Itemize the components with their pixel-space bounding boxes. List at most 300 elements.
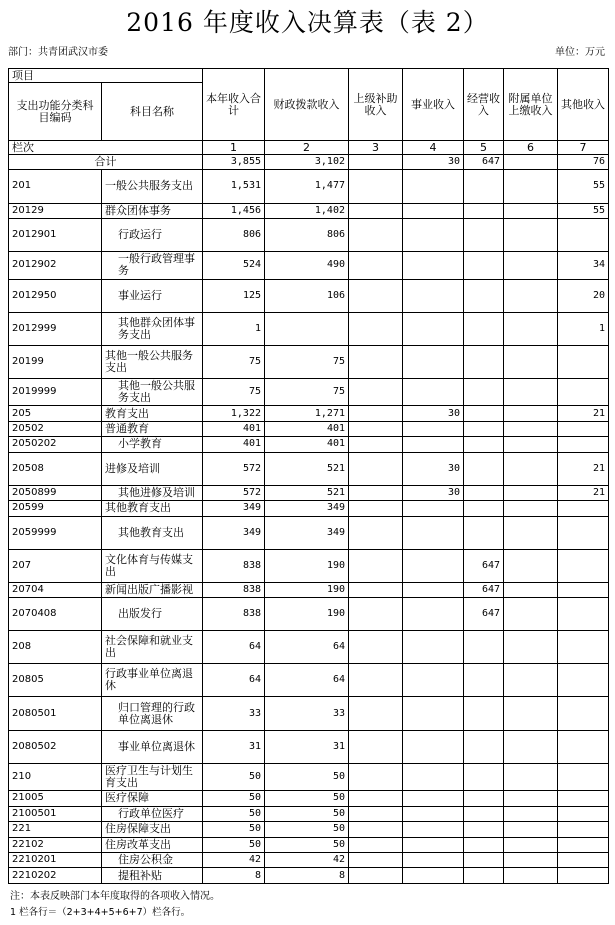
total-cell: 75 xyxy=(203,378,265,406)
table-row xyxy=(9,852,609,867)
fiscal-cell: 50 xyxy=(265,822,349,837)
fiscal-cell: 190 xyxy=(265,582,349,597)
column-number: 7 xyxy=(558,141,609,155)
table-row xyxy=(9,549,609,582)
fiscal-cell: 349 xyxy=(265,516,349,549)
total-cell: 838 xyxy=(203,598,265,631)
total-cell: 8 xyxy=(203,868,265,884)
operating-cell xyxy=(464,631,504,664)
superior-cell xyxy=(349,697,403,730)
fiscal-cell: 521 xyxy=(265,485,349,500)
fiscal-cell: 50 xyxy=(265,763,349,791)
name-cell: 其他进修及培训 xyxy=(102,485,203,500)
other-cell xyxy=(558,837,609,852)
operating-cell xyxy=(464,664,504,697)
business-cell xyxy=(403,763,464,791)
header-fiscal: 财政拨款收入 xyxy=(265,69,349,141)
other-cell xyxy=(558,730,609,763)
name-cell: 新闻出版广播影视 xyxy=(102,582,203,597)
name-cell: 其他一般公共服务支出 xyxy=(102,345,203,378)
affiliated-cell xyxy=(504,763,558,791)
code-cell: 2012950 xyxy=(9,279,102,312)
code-cell: 20805 xyxy=(9,664,102,697)
other-cell xyxy=(558,664,609,697)
superior-cell xyxy=(349,806,403,821)
table-row xyxy=(9,822,609,837)
affiliated-cell xyxy=(504,837,558,852)
total-cell: 50 xyxy=(203,806,265,821)
column-number: 1 xyxy=(203,141,265,155)
superior-cell xyxy=(349,437,403,452)
table-row xyxy=(9,631,609,664)
superior-cell xyxy=(349,868,403,884)
header-superior: 上级补助收入 xyxy=(349,69,403,141)
other-cell xyxy=(558,516,609,549)
name-cell: 群众团体事务 xyxy=(102,203,203,218)
total-cell: 806 xyxy=(203,218,265,251)
table-row xyxy=(9,664,609,697)
table-row xyxy=(9,252,609,280)
operating-cell xyxy=(464,378,504,406)
fiscal-cell: 806 xyxy=(265,218,349,251)
total-cell: 1,531 xyxy=(203,170,265,203)
fiscal-cell: 3,102 xyxy=(265,155,349,170)
fiscal-cell xyxy=(265,312,349,345)
business-cell xyxy=(403,598,464,631)
operating-cell: 647 xyxy=(464,582,504,597)
name-cell: 教育支出 xyxy=(102,406,203,421)
affiliated-cell xyxy=(504,852,558,867)
table-row xyxy=(9,345,609,378)
business-cell: 30 xyxy=(403,155,464,170)
name-cell: 其他教育支出 xyxy=(102,516,203,549)
business-cell xyxy=(403,516,464,549)
business-cell xyxy=(403,730,464,763)
affiliated-cell xyxy=(504,452,558,485)
affiliated-cell xyxy=(504,598,558,631)
total-cell: 50 xyxy=(203,837,265,852)
operating-cell xyxy=(464,837,504,852)
code-cell: 2080501 xyxy=(9,697,102,730)
affiliated-cell xyxy=(504,549,558,582)
table-row xyxy=(9,378,609,406)
operating-cell xyxy=(464,312,504,345)
operating-cell xyxy=(464,279,504,312)
other-cell xyxy=(558,582,609,597)
operating-cell xyxy=(464,501,504,516)
business-cell xyxy=(403,170,464,203)
code-cell: 2012902 xyxy=(9,252,102,280)
superior-cell xyxy=(349,631,403,664)
business-cell xyxy=(403,791,464,806)
department-label: 部门：共青团武汉市委 xyxy=(8,47,108,58)
column-number: 3 xyxy=(349,141,403,155)
superior-cell xyxy=(349,664,403,697)
total-cell: 31 xyxy=(203,730,265,763)
name-cell: 行政运行 xyxy=(102,218,203,251)
affiliated-cell xyxy=(504,312,558,345)
fiscal-cell: 42 xyxy=(265,852,349,867)
operating-cell xyxy=(464,763,504,791)
table-row xyxy=(9,485,609,500)
business-cell xyxy=(403,868,464,884)
operating-cell xyxy=(464,252,504,280)
superior-cell xyxy=(349,279,403,312)
report-title: 2016 年度收入决算表（表 2） xyxy=(126,8,489,37)
header-business: 事业收入 xyxy=(403,69,464,141)
header-item: 项目 xyxy=(9,69,203,83)
superior-cell xyxy=(349,170,403,203)
other-cell xyxy=(558,697,609,730)
column-number: 4 xyxy=(403,141,464,155)
code-cell: 22102 xyxy=(9,837,102,852)
fiscal-cell: 401 xyxy=(265,437,349,452)
business-cell xyxy=(403,837,464,852)
other-cell xyxy=(558,631,609,664)
name-cell: 行政单位医疗 xyxy=(102,806,203,821)
name-cell: 住房改革支出 xyxy=(102,837,203,852)
name-cell: 小学教育 xyxy=(102,437,203,452)
operating-cell xyxy=(464,806,504,821)
affiliated-cell xyxy=(504,170,558,203)
table-row xyxy=(9,598,609,631)
operating-cell xyxy=(464,406,504,421)
name-cell: 一般公共服务支出 xyxy=(102,170,203,203)
fiscal-cell: 50 xyxy=(265,837,349,852)
code-cell: 20599 xyxy=(9,501,102,516)
total-cell: 349 xyxy=(203,516,265,549)
header-affiliated: 附属单位上缴收入 xyxy=(504,69,558,141)
code-cell: 20129 xyxy=(9,203,102,218)
total-cell: 349 xyxy=(203,501,265,516)
table-row xyxy=(9,763,609,791)
total-cell: 401 xyxy=(203,437,265,452)
affiliated-cell xyxy=(504,279,558,312)
other-cell xyxy=(558,501,609,516)
other-cell xyxy=(558,763,609,791)
operating-cell xyxy=(464,868,504,884)
total-cell: 1,322 xyxy=(203,406,265,421)
table-row xyxy=(9,582,609,597)
affiliated-cell xyxy=(504,516,558,549)
business-cell xyxy=(403,279,464,312)
affiliated-cell xyxy=(504,730,558,763)
name-cell: 一般行政管理事务 xyxy=(102,252,203,280)
affiliated-cell xyxy=(504,631,558,664)
superior-cell xyxy=(349,485,403,500)
fiscal-cell: 50 xyxy=(265,791,349,806)
total-cell: 50 xyxy=(203,822,265,837)
total-cell: 572 xyxy=(203,452,265,485)
table-row xyxy=(9,501,609,516)
operating-cell xyxy=(464,421,504,436)
fiscal-cell: 1,271 xyxy=(265,406,349,421)
header-total: 本年收入合计 xyxy=(203,69,265,141)
total-cell: 401 xyxy=(203,421,265,436)
total-cell: 3,855 xyxy=(203,155,265,170)
table-row xyxy=(9,279,609,312)
name-cell: 提租补贴 xyxy=(102,868,203,884)
fiscal-cell: 31 xyxy=(265,730,349,763)
table-header xyxy=(9,69,609,155)
affiliated-cell xyxy=(504,868,558,884)
name-cell: 其他教育支出 xyxy=(102,501,203,516)
fiscal-cell: 1,477 xyxy=(265,170,349,203)
business-cell xyxy=(403,378,464,406)
code-cell: 207 xyxy=(9,549,102,582)
code-cell: 2050202 xyxy=(9,437,102,452)
operating-cell xyxy=(464,791,504,806)
header-other: 其他收入 xyxy=(558,69,609,141)
name-cell: 行政事业单位离退休 xyxy=(102,664,203,697)
header-operating: 经营收入 xyxy=(464,69,504,141)
other-cell xyxy=(558,421,609,436)
superior-cell xyxy=(349,378,403,406)
table-row xyxy=(9,170,609,203)
superior-cell xyxy=(349,452,403,485)
code-cell: 208 xyxy=(9,631,102,664)
business-cell xyxy=(403,822,464,837)
affiliated-cell xyxy=(504,664,558,697)
business-cell: 30 xyxy=(403,406,464,421)
superior-cell xyxy=(349,852,403,867)
superior-cell xyxy=(349,791,403,806)
superior-cell xyxy=(349,203,403,218)
fiscal-cell: 64 xyxy=(265,631,349,664)
name-cell: 进修及培训 xyxy=(102,452,203,485)
code-cell: 221 xyxy=(9,822,102,837)
operating-cell xyxy=(464,437,504,452)
total-cell: 50 xyxy=(203,791,265,806)
affiliated-cell xyxy=(504,485,558,500)
table-row xyxy=(9,218,609,251)
name-cell: 其他群众团体事务支出 xyxy=(102,312,203,345)
superior-cell xyxy=(349,252,403,280)
name-cell: 出版发行 xyxy=(102,598,203,631)
table-row xyxy=(9,452,609,485)
superior-cell xyxy=(349,501,403,516)
code-cell: 20199 xyxy=(9,345,102,378)
other-cell xyxy=(558,822,609,837)
affiliated-cell xyxy=(504,155,558,170)
other-cell xyxy=(558,598,609,631)
fiscal-cell: 75 xyxy=(265,345,349,378)
other-cell: 34 xyxy=(558,252,609,280)
superior-cell xyxy=(349,837,403,852)
affiliated-cell xyxy=(504,791,558,806)
code-cell: 2050899 xyxy=(9,485,102,500)
total-cell: 125 xyxy=(203,279,265,312)
total-cell: 50 xyxy=(203,763,265,791)
superior-cell xyxy=(349,155,403,170)
code-cell: 21005 xyxy=(9,791,102,806)
code-cell: 2012999 xyxy=(9,312,102,345)
affiliated-cell xyxy=(504,218,558,251)
name-cell: 医疗卫生与计划生育支出 xyxy=(102,763,203,791)
affiliated-cell xyxy=(504,582,558,597)
operating-cell xyxy=(464,345,504,378)
business-cell xyxy=(403,218,464,251)
superior-cell xyxy=(349,218,403,251)
other-cell: 21 xyxy=(558,406,609,421)
affiliated-cell xyxy=(504,421,558,436)
operating-cell: 647 xyxy=(464,549,504,582)
header-name: 科目名称 xyxy=(102,83,203,141)
code-cell: 20704 xyxy=(9,582,102,597)
fiscal-cell: 190 xyxy=(265,549,349,582)
note-line-1: 注：本表反映部门本年度取得的各项收入情况。 xyxy=(10,891,220,902)
code-cell: 201 xyxy=(9,170,102,203)
business-cell xyxy=(403,421,464,436)
code-cell: 2080502 xyxy=(9,730,102,763)
business-cell xyxy=(403,582,464,597)
header-column-label: 栏次 xyxy=(9,141,203,155)
total-cell: 64 xyxy=(203,664,265,697)
fiscal-cell: 521 xyxy=(265,452,349,485)
business-cell xyxy=(403,806,464,821)
other-cell xyxy=(558,218,609,251)
affiliated-cell xyxy=(504,437,558,452)
business-cell xyxy=(403,437,464,452)
superior-cell xyxy=(349,345,403,378)
affiliated-cell xyxy=(504,697,558,730)
code-cell: 2012901 xyxy=(9,218,102,251)
total-cell: 33 xyxy=(203,697,265,730)
affiliated-cell xyxy=(504,252,558,280)
header-code: 支出功能分类科目编码 xyxy=(9,83,102,141)
superior-cell xyxy=(349,406,403,421)
fiscal-cell: 490 xyxy=(265,252,349,280)
name-cell: 社会保障和就业支出 xyxy=(102,631,203,664)
superior-cell xyxy=(349,822,403,837)
column-number: 2 xyxy=(265,141,349,155)
table-row xyxy=(9,806,609,821)
total-row xyxy=(9,155,609,170)
business-cell xyxy=(403,664,464,697)
other-cell: 1 xyxy=(558,312,609,345)
other-cell xyxy=(558,806,609,821)
other-cell xyxy=(558,345,609,378)
table-row xyxy=(9,437,609,452)
other-cell: 20 xyxy=(558,279,609,312)
business-cell xyxy=(403,345,464,378)
business-cell xyxy=(403,312,464,345)
table-row xyxy=(9,406,609,421)
table-row xyxy=(9,791,609,806)
other-cell: 21 xyxy=(558,452,609,485)
operating-cell xyxy=(464,697,504,730)
affiliated-cell xyxy=(504,822,558,837)
total-cell: 524 xyxy=(203,252,265,280)
table-row xyxy=(9,421,609,436)
name-cell: 医疗保障 xyxy=(102,791,203,806)
business-cell xyxy=(403,501,464,516)
business-cell xyxy=(403,203,464,218)
operating-cell xyxy=(464,203,504,218)
name-cell: 文化体育与传媒支出 xyxy=(102,549,203,582)
superior-cell xyxy=(349,421,403,436)
fiscal-cell: 64 xyxy=(265,664,349,697)
column-number: 5 xyxy=(464,141,504,155)
total-cell: 64 xyxy=(203,631,265,664)
operating-cell xyxy=(464,452,504,485)
total-cell: 42 xyxy=(203,852,265,867)
other-cell xyxy=(558,378,609,406)
affiliated-cell xyxy=(504,203,558,218)
name-cell: 普通教育 xyxy=(102,421,203,436)
code-cell: 2210201 xyxy=(9,852,102,867)
total-cell: 1 xyxy=(203,312,265,345)
business-cell xyxy=(403,697,464,730)
operating-cell xyxy=(464,170,504,203)
superior-cell xyxy=(349,582,403,597)
table-row xyxy=(9,868,609,884)
superior-cell xyxy=(349,598,403,631)
code-cell: 20508 xyxy=(9,452,102,485)
fiscal-cell: 50 xyxy=(265,806,349,821)
fiscal-cell: 401 xyxy=(265,421,349,436)
unit-label: 单位：万元 xyxy=(555,47,605,58)
name-cell: 归口管理的行政单位离退休 xyxy=(102,697,203,730)
affiliated-cell xyxy=(504,806,558,821)
business-cell xyxy=(403,252,464,280)
affiliated-cell xyxy=(504,345,558,378)
operating-cell: 647 xyxy=(464,598,504,631)
code-cell: 2100501 xyxy=(9,806,102,821)
operating-cell: 647 xyxy=(464,155,504,170)
other-cell: 55 xyxy=(558,170,609,203)
other-cell: 55 xyxy=(558,203,609,218)
business-cell xyxy=(403,631,464,664)
fiscal-cell: 190 xyxy=(265,598,349,631)
total-cell: 838 xyxy=(203,549,265,582)
business-cell: 30 xyxy=(403,452,464,485)
other-cell xyxy=(558,852,609,867)
business-cell xyxy=(403,852,464,867)
total-label: 合计 xyxy=(9,155,203,170)
code-cell: 2019999 xyxy=(9,378,102,406)
fiscal-cell: 349 xyxy=(265,501,349,516)
income-table xyxy=(8,68,609,884)
fiscal-cell: 33 xyxy=(265,697,349,730)
other-cell: 76 xyxy=(558,155,609,170)
operating-cell xyxy=(464,852,504,867)
fiscal-cell: 106 xyxy=(265,279,349,312)
name-cell: 住房保障支出 xyxy=(102,822,203,837)
table-body xyxy=(9,155,609,884)
operating-cell xyxy=(464,730,504,763)
table-row xyxy=(9,697,609,730)
fiscal-cell: 8 xyxy=(265,868,349,884)
code-cell: 20502 xyxy=(9,421,102,436)
code-cell: 205 xyxy=(9,406,102,421)
column-number: 6 xyxy=(504,141,558,155)
other-cell xyxy=(558,549,609,582)
code-cell: 2070408 xyxy=(9,598,102,631)
operating-cell xyxy=(464,516,504,549)
name-cell: 住房公积金 xyxy=(102,852,203,867)
table-row xyxy=(9,516,609,549)
other-cell xyxy=(558,437,609,452)
table-row xyxy=(9,730,609,763)
other-cell: 21 xyxy=(558,485,609,500)
code-cell: 210 xyxy=(9,763,102,791)
fiscal-cell: 1,402 xyxy=(265,203,349,218)
affiliated-cell xyxy=(504,406,558,421)
code-cell: 2059999 xyxy=(9,516,102,549)
total-cell: 75 xyxy=(203,345,265,378)
superior-cell xyxy=(349,763,403,791)
